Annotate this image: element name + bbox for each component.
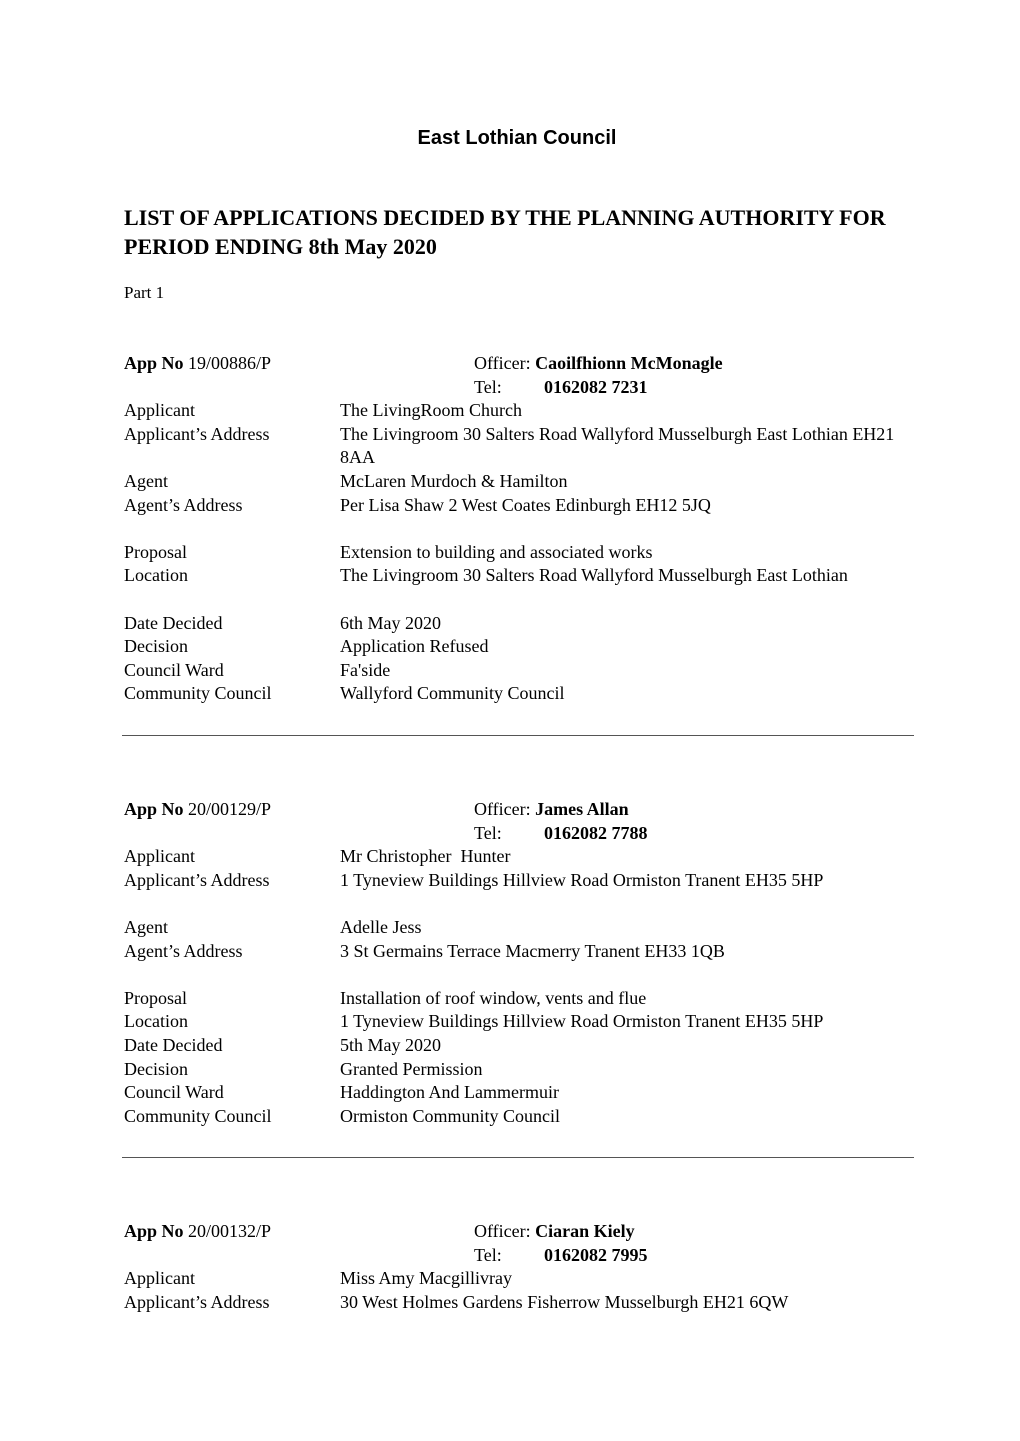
- app-no-label: App No: [124, 1221, 184, 1241]
- app-no-value: 20/00132/P: [188, 1221, 272, 1241]
- community-council-value: Wallyford Community Council: [340, 683, 565, 704]
- proposal-value: Extension to building and associated works: [340, 541, 653, 562]
- proposal-label: Proposal: [124, 541, 187, 562]
- officer-name: Caoilfhionn McMonagle: [535, 353, 723, 373]
- location-label: Location: [124, 565, 188, 586]
- officer-label: Officer:: [474, 353, 531, 373]
- applicant-label: Applicant: [124, 400, 195, 421]
- tel-number: 0162082 7231: [544, 376, 648, 397]
- part-label: Part 1: [124, 283, 165, 302]
- decision-value: Application Refused: [340, 636, 489, 657]
- page-title: LIST OF APPLICATIONS DECIDED BY THE PLANNING AUTHORITY FOR PERIOD ENDING 8th May 2020: [124, 205, 886, 259]
- agent-label: Agent: [124, 470, 168, 491]
- proposal-value: Installation of roof window, vents and flue: [340, 987, 647, 1008]
- council-ward-label: Council Ward: [124, 1082, 224, 1103]
- decision-label: Decision: [124, 1058, 188, 1079]
- officer-label: Officer:: [474, 799, 531, 819]
- applicant-address-value: 1 Tyneview Buildings Hillview Road Ormiston Tranent EH35 5HP: [340, 869, 824, 890]
- date-decided-label: Date Decided: [124, 612, 223, 633]
- applicant-label: Applicant: [124, 1268, 195, 1289]
- agent-address-label: Agent’s Address: [124, 940, 243, 961]
- tel-label: Tel:: [474, 822, 502, 843]
- tel-label: Tel:: [474, 1244, 502, 1265]
- proposal-label: Proposal: [124, 987, 187, 1008]
- application-record: [124, 1220, 914, 1314]
- applicant-address-value: The Livingroom 30 Salters Road Wallyford Musselburgh East Lothian EH21 8AA: [340, 423, 895, 468]
- community-council-label: Community Council: [124, 683, 272, 704]
- council-ward-value: Fa'side: [340, 659, 391, 680]
- tel-number: 0162082 7788: [544, 822, 648, 843]
- community-council-value: Ormiston Community Council: [340, 1105, 561, 1126]
- agent-address-value: 3 St Germains Terrace Macmerry Tranent EH33 1QB: [340, 940, 725, 961]
- app-no-value: 20/00129/P: [188, 799, 272, 819]
- tel-label: Tel:: [474, 376, 502, 397]
- application-record: [124, 352, 914, 706]
- divider: [122, 735, 914, 736]
- applicant-value: Miss Amy Macgillivray: [340, 1268, 512, 1289]
- decision-label: Decision: [124, 636, 188, 657]
- applicant-address-label: Applicant’s Address: [124, 1291, 270, 1312]
- location-value: 1 Tyneview Buildings Hillview Road Ormiston Tranent EH35 5HP: [340, 1011, 824, 1032]
- app-no-label: App No: [124, 799, 184, 819]
- officer-name: James Allan: [535, 799, 629, 819]
- date-decided-value: 5th May 2020: [340, 1034, 441, 1055]
- community-council-label: Community Council: [124, 1105, 272, 1126]
- applicant-value: The LivingRoom Church: [340, 400, 522, 421]
- officer-label: Officer:: [474, 1221, 531, 1241]
- council-title: East Lothian Council: [417, 127, 617, 149]
- tel-number: 0162082 7995: [544, 1244, 648, 1265]
- applicant-value: Mr Christopher Hunter: [340, 846, 511, 867]
- applicant-address-label: Applicant’s Address: [124, 869, 270, 890]
- date-decided-label: Date Decided: [124, 1034, 223, 1055]
- date-decided-value: 6th May 2020: [340, 612, 441, 633]
- application-record: [124, 798, 914, 1128]
- agent-address-label: Agent’s Address: [124, 494, 243, 515]
- decision-value: Granted Permission: [340, 1058, 483, 1079]
- location-label: Location: [124, 1011, 188, 1032]
- app-no-label: App No: [124, 353, 184, 373]
- divider: [122, 1157, 914, 1158]
- app-no-value: 19/00886/P: [188, 353, 272, 373]
- applicant-address-label: Applicant’s Address: [124, 423, 270, 444]
- agent-value: Adelle Jess: [340, 916, 422, 937]
- agent-address-value: Per Lisa Shaw 2 West Coates Edinburgh EH12 5JQ: [340, 494, 711, 515]
- council-ward-value: Haddington And Lammermuir: [340, 1082, 559, 1103]
- applicant-address-value: 30 West Holmes Gardens Fisherrow Musselburgh EH21 6QW: [340, 1291, 789, 1312]
- agent-value: McLaren Murdoch & Hamilton: [340, 470, 568, 491]
- officer-name: Ciaran Kiely: [535, 1221, 635, 1241]
- applicant-label: Applicant: [124, 846, 195, 867]
- location-value: The Livingroom 30 Salters Road Wallyford Musselburgh East Lothian: [340, 565, 848, 586]
- agent-label: Agent: [124, 916, 168, 937]
- council-ward-label: Council Ward: [124, 659, 224, 680]
